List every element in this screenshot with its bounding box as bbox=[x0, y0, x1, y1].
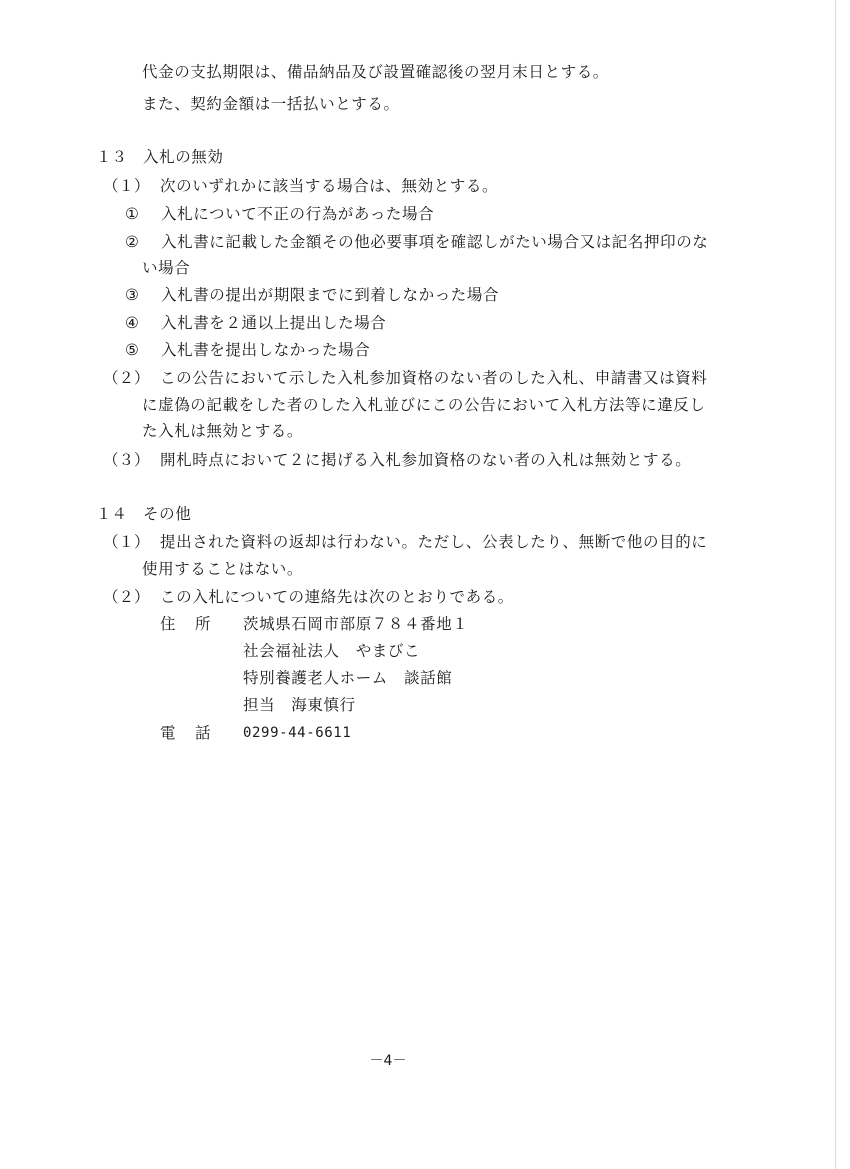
address-line-2: 社会福祉法人 やまびこ bbox=[243, 642, 421, 660]
subitem-4-text: 入札書を２通以上提出した場合 bbox=[161, 314, 387, 332]
section-13-item-2-line-3: た入札は無効とする。 bbox=[142, 422, 304, 440]
lump-sum-text: また、契約金額は一括払いとする。 bbox=[142, 95, 400, 113]
section-13-title: 入札の無効 bbox=[143, 148, 224, 166]
subitem-1-marker: ① bbox=[125, 205, 139, 223]
section-13-item-2-line-1: この公告において示した入札参加資格のない者のした入札、申請書又は資料 bbox=[160, 369, 708, 387]
section-14-item-1-line-2: 使用することはない。 bbox=[142, 560, 304, 578]
section-13-item-3-label: （３） bbox=[103, 451, 150, 469]
section-14-item-1-line-1: 提出された資料の返却は行わない。ただし、公表したり、無断で他の目的に bbox=[160, 533, 708, 551]
section-13-item-3-text: 開札時点において２に掲げる入札参加資格のない者の入札は無効とする。 bbox=[160, 451, 692, 469]
subitem-2-marker: ② bbox=[125, 233, 139, 251]
page-number: －4－ bbox=[369, 1053, 407, 1069]
section-13-item-2-label: （２） bbox=[103, 369, 150, 387]
payment-deadline-text: 代金の支払期限は、備品納品及び設置確認後の翌月末日とする。 bbox=[142, 63, 609, 81]
page-edge-line bbox=[835, 0, 836, 1169]
section-13-item-2-line-2: に虚偽の記載をした者のした入札並びにこの公告において入札方法等に違反し bbox=[142, 396, 706, 414]
subitem-5-text: 入札書を提出しなかった場合 bbox=[161, 341, 371, 359]
subitem-2-text: 入札書に記載した金額その他必要事項を確認しがたい場合又は記名押印のな bbox=[161, 233, 709, 251]
section-14-item-2-text: この入札についての連絡先は次のとおりである。 bbox=[160, 588, 514, 606]
address-line-4: 担当 海東慎行 bbox=[243, 696, 356, 714]
section-13-number: １３ bbox=[96, 148, 128, 166]
address-label: 住 所 bbox=[160, 615, 213, 633]
section-14-number: １４ bbox=[96, 505, 128, 523]
subitem-1-text: 入札について不正の行為があった場合 bbox=[161, 205, 435, 223]
subitem-3-marker: ③ bbox=[125, 286, 139, 304]
subitem-2-continuation: い場合 bbox=[142, 259, 191, 277]
subitem-5-marker: ⑤ bbox=[125, 341, 139, 359]
phone-number: 0299-44-6611 bbox=[243, 725, 352, 741]
section-14-title: その他 bbox=[143, 505, 192, 523]
address-line-1: 茨城県石岡市部原７８４番地１ bbox=[243, 615, 469, 633]
phone-label: 電 話 bbox=[160, 724, 213, 742]
subitem-4-marker: ④ bbox=[125, 314, 139, 332]
address-line-3: 特別養護老人ホーム 談話館 bbox=[243, 669, 453, 687]
section-14-item-2-label: （２） bbox=[103, 588, 150, 606]
section-13-item-1-label: （１） bbox=[103, 177, 150, 195]
subitem-3-text: 入札書の提出が期限までに到着しなかった場合 bbox=[161, 286, 500, 304]
section-14-item-1-label: （１） bbox=[103, 533, 150, 551]
section-13-item-1-text: 次のいずれかに該当する場合は、無効とする。 bbox=[160, 177, 499, 195]
